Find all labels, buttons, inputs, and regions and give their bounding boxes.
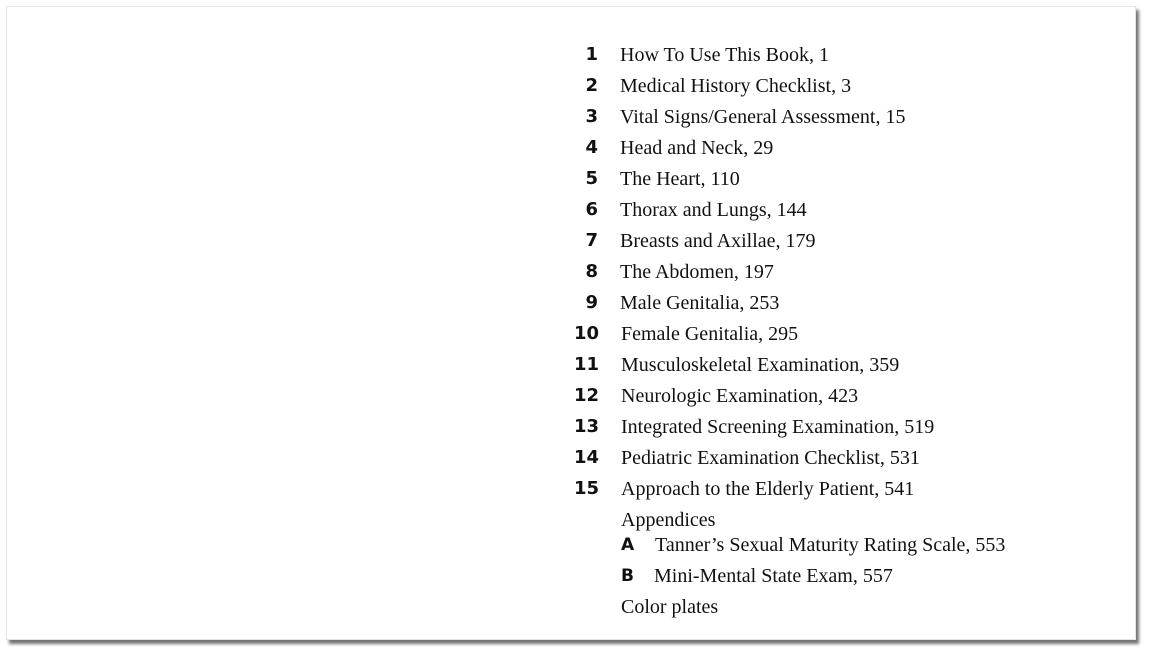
color-plates-label: Color plates xyxy=(621,596,719,618)
chapter-title: Neurologic Examination, 423 xyxy=(621,385,859,407)
chapter-number: 9 xyxy=(585,292,598,313)
appendix-letter: B xyxy=(621,566,634,586)
chapter-number: 8 xyxy=(585,261,598,282)
chapter-title: Approach to the Elderly Patient, 541 xyxy=(621,478,915,500)
chapter-title: Male Genitalia, 253 xyxy=(620,292,780,314)
chapter-title: Female Genitalia, 295 xyxy=(621,323,799,345)
chapter-title: Integrated Screening Examination, 519 xyxy=(621,416,935,438)
chapter-title: Head and Neck, 29 xyxy=(620,137,774,159)
chapter-number: 13 xyxy=(573,416,599,437)
appendix-title: Tanner’s Sexual Maturity Rating Scale, 553 xyxy=(655,534,1006,556)
book-page xyxy=(6,6,1136,640)
chapter-number: 1 xyxy=(585,44,598,65)
appendix-title: Mini-Mental State Exam, 557 xyxy=(654,565,893,587)
chapter-number: 6 xyxy=(585,199,598,220)
chapter-number: 10 xyxy=(573,323,599,344)
appendices-heading: Appendices xyxy=(621,509,716,531)
chapter-title: Vital Signs/General Assessment, 15 xyxy=(620,106,906,128)
chapter-number: 4 xyxy=(585,137,598,158)
chapter-number: 2 xyxy=(585,75,598,96)
chapter-title: The Abdomen, 197 xyxy=(620,261,774,283)
appendix-letter: A xyxy=(621,535,635,555)
chapter-number: 5 xyxy=(585,168,598,189)
chapter-number: 11 xyxy=(573,354,599,375)
chapter-number: 7 xyxy=(585,230,598,251)
chapter-title: How To Use This Book, 1 xyxy=(620,44,829,66)
chapter-title: The Heart, 110 xyxy=(620,168,740,190)
chapter-number: 12 xyxy=(573,385,599,406)
chapter-title: Pediatric Examination Checklist, 531 xyxy=(621,447,920,469)
chapter-title: Musculoskeletal Examination, 359 xyxy=(621,354,900,376)
table-of-contents xyxy=(7,7,1135,639)
chapter-title: Breasts and Axillae, 179 xyxy=(620,230,816,252)
chapter-number: 14 xyxy=(573,447,599,468)
chapter-title: Thorax and Lungs, 144 xyxy=(620,199,807,221)
chapter-title: Medical History Checklist, 3 xyxy=(620,75,852,97)
chapter-number: 15 xyxy=(573,478,599,499)
chapter-number: 3 xyxy=(585,106,598,127)
